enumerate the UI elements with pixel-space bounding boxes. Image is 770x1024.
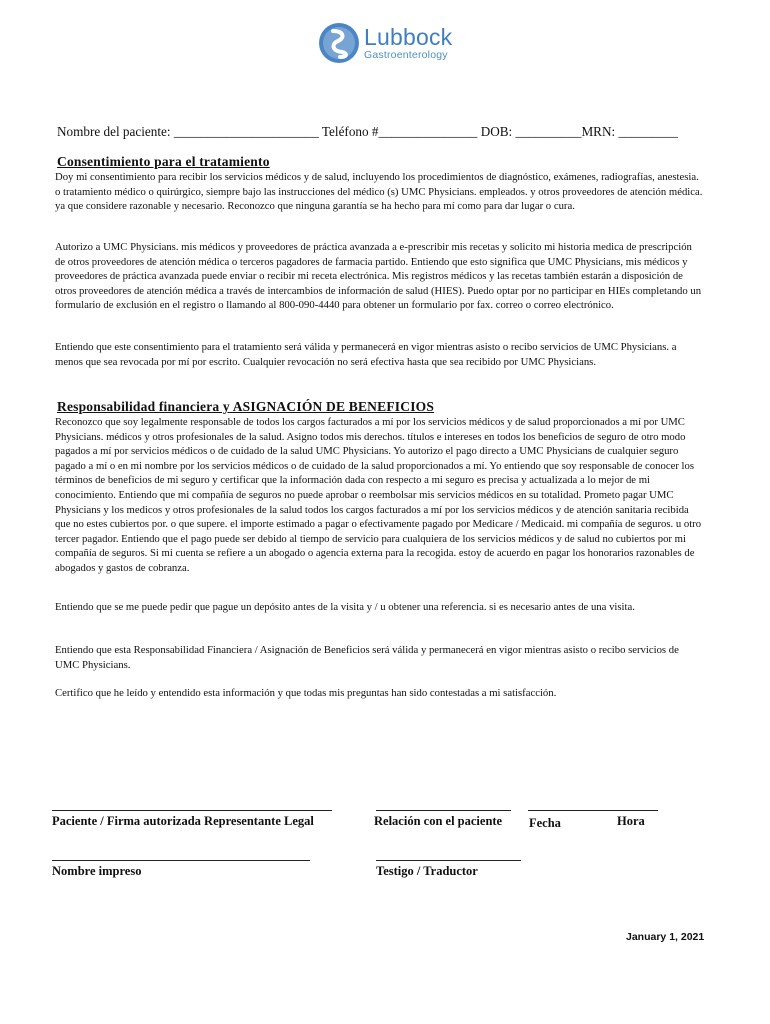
financial-paragraph-1: Reconozco que soy legalmente responsable de todos los cargos facturados a mí por los servicios médicos y de salud proporcionados a mí por UMC Physicians. médicos y otros profesionales de la salud. Asigno todos mis derechos. títulos e intereses en todos los beneficios de seguro de otro modo pagados a mí por servicios médicos o de cuidado de la salud UMC Physicians. Yo autorizo el pago directo a UMC Physicians de cualquier seguro pagado a mí o en mi nombre por los servicios médicos o de cuidado de la salud proporcionados a mí. Yo entiendo que soy responsable de conocer los términos de beneficios de mi seguro y certificar que la información dada con respecto a mi seguro es precisa y actualizada a lo mejor de mi conocimiento. Entiendo que mi compañía de seguros no puede aprobar o reembolsar mis servicios médicos en su totalidad. Prometo pagar UMC Physicians y los medicos y otros profesionales de la salud todos los cargos facturados a mí por los servicios médicos y de atención sanitaria recibida que no estes cubiertos por. o que supere. el importe estimado a pagar o efectivamente pagado por Medicare / Medicaid. mi compañía de seguros. u otro tercer pagador. Entiendo que el pago puede ser debido al tiempo de servicio para cualquiera de los servicios médicos y de salud no cubiertos por mi compañía de seguros. Si mi cuenta se refiere a un abogado o agencia externa para la recogida. estoy de acuerdo en pagar los honorarios razonables de abogados y gastos de cobranza. bbox=[55, 416, 702, 574]
logo bbox=[318, 22, 452, 64]
consent-paragraph-3: Entiendo que este consentimiento para el tratamiento será válida y permanecerá en vigor mientras asisto o recibo servicios de UMC Physicians. a menos que sea revocada por mí por escrito. Cualquier revocación no será efectiva hasta que sea recibido por UMC Physicians. bbox=[55, 341, 677, 368]
logo-name: Lubbock bbox=[364, 23, 453, 50]
consent-paragraph-1: Doy mi consentimiento para recibir los servicios médicos y de salud, incluyendo los procedimientos de diagnóstico, exámenes, radiografías, anestesia. o tratamiento médico o quirúrgico, siempre bajo las instrucciones del médico (s) UMC Physicians. empleados. y otros proveedores de atención médica. ya que considere razonable y necesario. Reconozco que ninguna garantía se ha hecho para mí como para dar lugar o cura. bbox=[55, 171, 703, 213]
printed-name-line bbox=[52, 860, 310, 861]
witness-line bbox=[376, 860, 521, 861]
date-label: Fecha bbox=[529, 816, 561, 830]
logo-icon bbox=[318, 22, 360, 64]
date-time-signature-line bbox=[528, 810, 658, 811]
printed-name-label: Nombre impreso bbox=[52, 864, 142, 878]
time-label: Hora bbox=[617, 814, 645, 828]
financial-paragraph-3: Entiendo que esta Responsabilidad Financiera / Asignación de Beneficios será válida y permanecerá en vigor mientras asisto o recibo servicios de UMC Physicians. bbox=[55, 644, 679, 671]
relation-label: Relación con el paciente bbox=[374, 814, 503, 828]
patient-signature-label: Paciente / Firma autorizada Representante Legal bbox=[52, 814, 314, 828]
financial-paragraph-2: Entiendo que se me puede pedir que pague un depósito antes de la visita y / u obtener una referencia. si es necesario antes de una visita. bbox=[55, 601, 635, 613]
financial-title: Responsabilidad financiera y ASIGNACIÓN DE BENEFICIOS bbox=[57, 399, 435, 414]
relation-signature-line bbox=[376, 810, 511, 811]
consent-title: Consentimiento para el tratamiento bbox=[57, 154, 270, 169]
patient-info-line: Nombre del paciente: ______________________ Teléfono #_______________ DOB: __________MRN: _________ bbox=[57, 124, 678, 139]
patient-signature-line bbox=[52, 810, 332, 811]
witness-label: Testigo / Traductor bbox=[376, 864, 478, 878]
logo-subtitle: Gastroenterology bbox=[364, 48, 448, 61]
consent-paragraph-2: Autorizo a UMC Physicians. mis médicos y proveedores de práctica avanzada a e-prescribir mis recetas y solicito mi historia medica de prescripción de otros proveedores de atención médica o terceros pagadores de farmacia partido. Entiendo que esto significa que UMC Physicians, mis médicos y proveedores de práctica avanzada puede enviar o recibir mi receta electrónica. Mis registros médicos y las recetas también estarán a disposición de otros proveedores de atención médica a través de intercambios de información de salud (HIES). Puedo optar por no participar en HIEs completando un formulario de exclusión en el registro o llamando al 800-090-4440 para obtener un formulario por fax. correo o correo electrónico. bbox=[55, 241, 702, 312]
footer-date: January 1, 2021 bbox=[626, 931, 705, 943]
certify-statement: Certifico que he leído y entendido esta información y que todas mis preguntas han sido contestadas a mi satisfacción. bbox=[55, 687, 557, 699]
